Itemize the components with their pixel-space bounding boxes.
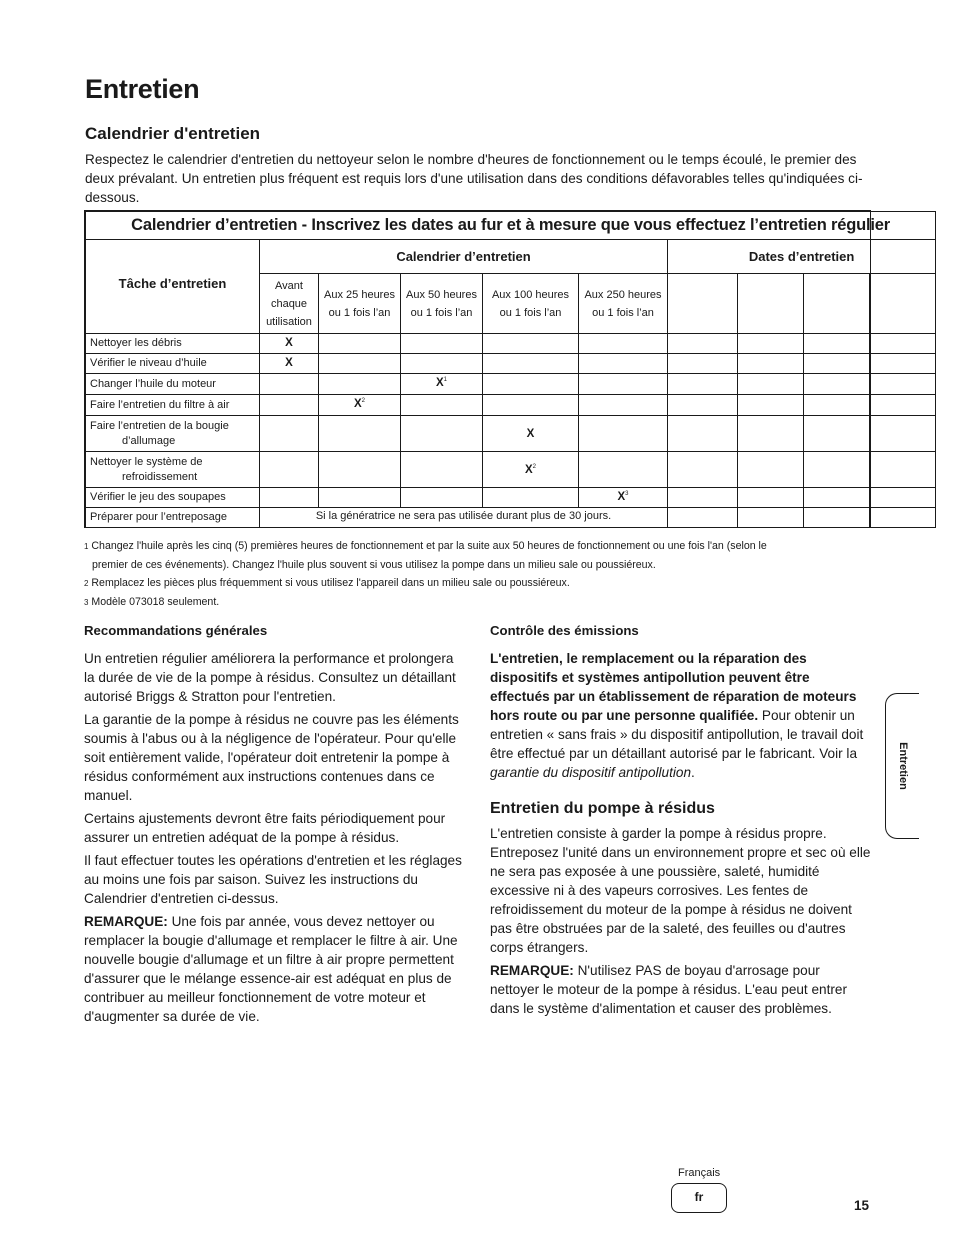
check-mark: X [483,416,579,452]
table-row: Faire l’entretien de la bougie d’allumage X [86,416,936,452]
pump-maintenance-heading: Entretien du pompe à résidus [490,800,715,817]
interval-250h: Aux 250 heures ou 1 fois l’an [579,274,668,334]
remark-paragraph: REMARQUE: N'utilisez PAS de boyau d'arrosage pour nettoyer le moteur de la pompe à résidus. L'eau peut entrer dans le système d'alimentation et causer des problèmes. [490,963,848,1016]
storage-note: Si la génératrice ne sera pas utilisée durant plus de 30 jours. [260,508,668,528]
footnote-3: $^3$ Modèle 073018 seulement. [84,596,220,608]
table-row: Nettoyer les débris X [86,334,936,354]
dates-header: Dates d’entretien [668,240,936,274]
table-row: Vérifier le jeu des soupapes $X^3$ [86,488,936,508]
date-cell[interactable] [668,274,738,334]
check-mark: $X^2$ [483,452,579,488]
table-row: Changer l’huile du moteur $X^1$ [86,374,936,395]
schedule-header: Calendrier d’entretien [260,240,668,274]
table-title: Calendrier d’entretien - Inscrivez les dates au fur et à mesure que vous effectuez l’entretien régulier [86,212,936,240]
footnote-1: $^1$ Changez l'huile après les cinq (5) premières heures de fonctionnement et par la suite aux 50 heures de fonctionnement ou une fois l'an (selon le premier de ces événements). Changez l'huile plus souvent si vous utilisez la pompe dans un milieu sale ou poussiéreux. [84,540,767,571]
table-row: Préparer pour l’entreposage Si la génératrice ne sera pas utilisée durant plus de 30 jours. [86,508,936,528]
maintenance-schedule-table [84,210,890,528]
paragraph: Il faut effectuer toutes les opérations d'entretien et les réglages au moins une fois par saison. Suivez les instructions du Calendrier d'entretien ci-dessus. [84,853,462,906]
language-code-badge: fr [671,1183,727,1213]
date-cell[interactable] [870,274,936,334]
page-title: Entretien [85,74,200,104]
paragraph: Un entretien régulier améliorera la performance et prolongera la durée de vie de la pompe à résidus. Consultez un détaillant autorisé Briggs & Stratton pour l'entretien. [84,651,456,704]
section-side-tab [885,693,919,839]
table-row: Faire l’entretien du filtre à air $X^2$ [86,395,936,416]
section-title: Calendrier d'entretien [85,124,261,143]
left-column [84,621,466,1030]
interval-before-use: Avant chaque utilisation [260,274,319,334]
check-mark: X [260,334,319,354]
interval-50h: Aux 50 heures ou 1 fois l’an [401,274,483,334]
date-cell[interactable] [804,274,870,334]
task-header: Tâche d’entretien [86,240,260,334]
emissions-paragraph: L'entretien, le remplacement ou la réparation des dispositifs et systèmes antipollution peuvent être effectués par un établissement de réparation de moteurs hors route ou par une personne qualifiée. Pour obtenir un entretien « sans frais » du dispositif antipollution, le travail doit être effectué par un détaillant autorisé par le fabricant. Voir la garantie du dispositif antipollution. [490,651,864,780]
check-mark: $X^1$ [401,374,483,395]
page-number: 15 [854,1198,870,1213]
table-row: Vérifier le niveau d’huile X [86,354,936,374]
right-column [490,621,872,1022]
intro-paragraph: Respectez le calendrier d'entretien du nettoyeur selon le nombre d'heures de fonctionnement ou le temps écoulé, le premier des deux prévalant. Un entretien plus fréquent est requis lors d'une utilisation dans des conditions défavorables telles qu'indiquées ci-dessous. [85,152,863,205]
paragraph: Certains ajustements devront être faits périodiquement pour assurer un entretien adéquat de la pompe à résidus. [84,811,446,845]
check-mark: X [260,354,319,374]
emissions-control-heading: Contrôle des émissions [490,623,639,638]
interval-100h: Aux 100 heures ou 1 fois l’an [483,274,579,334]
language-label: Français [678,1167,721,1179]
interval-25h: Aux 25 heures ou 1 fois l’an [319,274,401,334]
side-tab-label: Entretien [896,742,909,790]
date-cell[interactable] [738,274,804,334]
remark-paragraph: REMARQUE: Une fois par année, vous devez nettoyer ou remplacer la bougie d'allumage et remplacer le filtre à air. Une nouvelle bougie d'allumage et un filtre à air propre permettent d'assurer que le mélange essence-air est adéquat en plus de contribuer au meilleur fonctionnement de votre moteur et d'augmenter sa durée de vie. [84,914,458,1024]
table-row: Nettoyer le système de refroidissement $X^2$ [86,452,936,488]
general-recommendations-heading: Recommandations générales [84,623,268,638]
paragraph: L'entretien consiste à garder la pompe à résidus propre. Entreposez l'unité dans un environnement propre et sec où elle ne sera pas exposée à une poussière, saleté, humidité excessive ni à des vapeurs corrosives. Les fentes de refroidissement du moteur de la pompe à résidus ne doivent pas être obstruées par de la saleté, des feuilles ou d'autres corps étrangers. [490,826,871,955]
check-mark: $X^3$ [579,488,668,508]
footnote-2: $^2$ Remplacez les pièces plus fréquemment si vous utilisez l'appareil dans un milieu sale ou poussiéreux. [84,577,570,589]
check-mark: $X^2$ [319,395,401,416]
paragraph: La garantie de la pompe à résidus ne couvre pas les éléments soumis à l'abus ou à la négligence de l'opérateur. Pour qu'elle soit entièrement valide, l'opérateur doit entretenir la pompe à résidus conformément aux instructions contenues dans ce manuel. [84,712,459,803]
